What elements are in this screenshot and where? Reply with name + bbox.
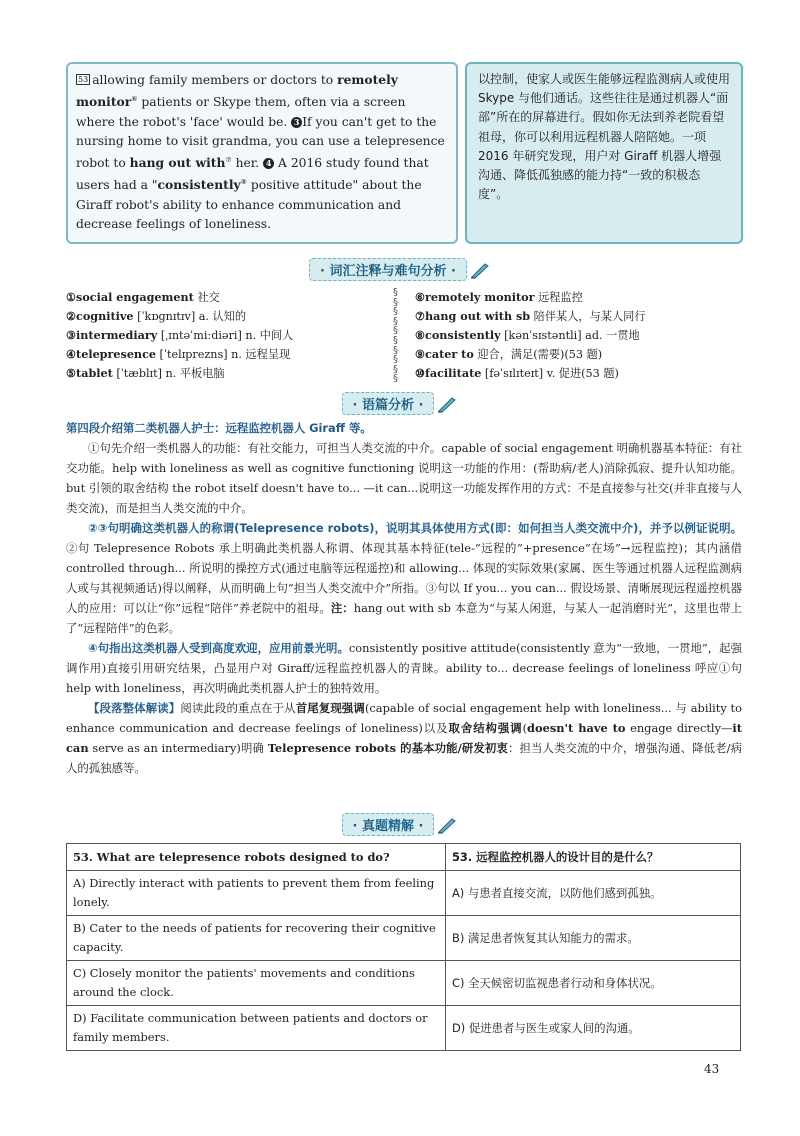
vocab-def: 陪伴某人，与某人同行 [530, 310, 646, 323]
vocab-item [66, 307, 386, 326]
table-row [67, 1006, 741, 1051]
analysis-text: hang out with sb 本意为“与某人闲逛，与某人一起消磨时光”，这里也带上了“远程陪伴”的色彩。 [66, 601, 742, 635]
analysis-highlight: ②③句明确这类机器人的称谓(Telepresence robots)，说明其具体使用方式(即：如何担当人类交流中介)，并予以例证说明。 [88, 521, 742, 535]
vocab-item [415, 364, 741, 383]
passage-sentence: positive attitude" about the Giraff robot's ability to enhance communication and decrease feelings of loneliness. [76, 178, 422, 231]
vocab-term: ②cognitive [66, 309, 134, 323]
emphasis: 取舍结构强调 [448, 721, 523, 735]
analysis-highlight: 【段落整体解读】 [88, 701, 181, 715]
option-zh: A) 与患者直接交流，以防他们感到孤独。 [446, 871, 741, 916]
analysis-text: (capable of social engagement help with loneliness... 与 ability to enhance communication and decrease feelings of loneliness)以及 [66, 701, 742, 735]
section-title: · 真题精解 · [342, 813, 435, 836]
question-table [66, 843, 741, 1051]
vocab-term: ⑨cater to [415, 347, 474, 361]
vocab-def: [kənˈsɪstəntli] ad. 一贯地 [500, 329, 640, 342]
vocab-term: ⑤tablet [66, 366, 113, 380]
vocab-def: [ˈkɒɡnɪtɪv] a. 认知的 [133, 310, 247, 323]
option-zh: C) 全天候密切监视患者行动和身体状况。 [446, 961, 741, 1006]
passage-sentence: A 2016 study found that users had a " [76, 156, 429, 193]
footnote-mark: ⑦ [225, 155, 232, 164]
option-en: D) Facilitate communication between patients and doctors or family members. [67, 1006, 446, 1051]
translation-text: 以控制，使家人或医生能够远程监测病人或使用 Skype 与他们通话。这些往往是通过机器人“面部”所在的屏幕进行。假如你无法到养老院看望祖母，你可以利用远程机器人陪陪她。一项 2016 年研究发现，用户对 Giraff 机器人增强沟通、降低孤独感的能力持“一致的积极态度”。 [478, 72, 731, 202]
vocab-item [415, 345, 741, 364]
analysis-paragraph [66, 638, 742, 698]
exam-section-header [0, 813, 800, 836]
analysis-paragraph [66, 518, 742, 638]
table-row [67, 916, 741, 961]
question-stem-zh: 53. 远程监控机器人的设计目的是什么？ [446, 844, 741, 871]
vocab-def: 迎合，满足(需要)(53 题) [473, 348, 603, 361]
section-title: · 词汇注释与难句分析 · [309, 258, 467, 281]
vocab-term: ③intermediary [66, 328, 158, 342]
analysis-text: ( [522, 721, 528, 735]
question-stem-en: 53. What are telepresence robots designed to do? [67, 844, 446, 871]
analysis-heading: 第四段介绍第二类机器人护士：远程监控机器人 Giraff 等。 [66, 421, 372, 435]
analysis-highlight: ④句指出这类机器人受到高度欢迎，应用前景光明。 [88, 641, 349, 655]
passage-sentence: her. [231, 156, 260, 170]
vocab-section-header [0, 258, 800, 281]
pen-icon [436, 395, 458, 413]
vocab-list-right [415, 288, 741, 383]
passage-sentence: If you can't get to the nursing home to visit grandma, you can use a telepresence robot to [76, 114, 445, 170]
vocab-item [66, 345, 386, 364]
option-en: C) Closely monitor the patients' movements and conditions around the clock. [67, 961, 446, 1006]
option-en: B) Cater to the needs of patients for recovering their cognitive capacity. [67, 916, 446, 961]
analysis-paragraph [66, 698, 742, 778]
analysis-text: consistently positive attitude(consistently 意为“一致地，一贯地”，起强调作用)直接引用研究结果，凸显用户对 Giraff/远程监控机器人的青睐。ability to... decrease feelings of loneliness 呼应①句 help with loneliness，再次明确此类机器人护士的独特效用。 [66, 641, 742, 695]
vocab-term: ④telepresence [66, 347, 156, 361]
vocab-def: [ˈtelɪprezns] n. 远程呈现 [156, 348, 291, 361]
keyword: consistently [157, 177, 241, 193]
note-label: 注： [330, 601, 354, 615]
emphasis: it can [66, 721, 742, 755]
vocab-item [66, 364, 386, 383]
keyword: hang out with [129, 155, 226, 170]
analysis-text: serve as an intermediary)明确 [88, 741, 268, 755]
emphasis: doesn't have to [527, 721, 626, 735]
vocab-def: [ˈtæblɪt] n. 平板电脑 [112, 367, 225, 380]
table-row [67, 871, 741, 916]
analysis-section-header [0, 392, 800, 415]
pen-icon [436, 816, 458, 834]
vocab-term: ⑥remotely monitor [415, 290, 535, 304]
passage-sentence: allowing family members or doctors to [92, 73, 338, 87]
vocab-item [415, 307, 741, 326]
footnote-mark: ⑥ [131, 95, 138, 104]
analysis-paragraph: ①句先介绍一类机器人的功能：有社交能力，可担当人类交流的中介。capable of social engagement 明确机器基本特征：有社交功能。help with loneliness as well as cognitive functioning 说明这一功能的作用：(帮助病/老人)消除孤寂、提升认知功能。but 引领的取舍结构 the robot itself doesn't have to... —it can...说明这一功能发挥作用的方式：不是直接参与社交(并非直接与人类交流)，而是担当人类交流的中介。 [66, 441, 742, 515]
vocab-item [415, 326, 741, 345]
sentence-number-badge: 3 [291, 117, 302, 128]
vocab-def: 远程监控 [534, 291, 583, 304]
paragraph-number-box: 53 [78, 75, 89, 84]
option-en: A) Directly interact with patients to prevent them from feeling lonely. [67, 871, 446, 916]
table-row [67, 844, 741, 871]
vocab-term: ①social engagement [66, 290, 194, 304]
section-title: · 语篇分析 · [342, 392, 435, 415]
table-row [67, 961, 741, 1006]
emphasis: 首尾复现强调 [295, 701, 365, 715]
vocab-def: [fəˈsɪlɪteɪt] v. 促进(53 题) [481, 367, 619, 380]
option-zh: D) 促进患者与医生或家人间的沟通。 [446, 1006, 741, 1051]
vocab-def: [ˌɪntəˈmiːdiəri] n. 中间人 [157, 329, 294, 342]
analysis-body [66, 418, 742, 778]
vocab-list-left [66, 288, 386, 383]
vocab-def: 社交 [193, 291, 220, 304]
vocab-item [415, 288, 741, 307]
vocab-item [66, 326, 386, 345]
vocab-term: ⑩facilitate [415, 366, 482, 380]
analysis-text: 阅读此段的重点在于从 [180, 701, 296, 715]
pen-icon [469, 261, 491, 279]
analysis-text: ：担当人类交流的中介，增强沟通、降低老/病人的孤独感等。 [66, 741, 742, 775]
passage-text [76, 70, 446, 234]
footnote-mark: ⑧ [240, 178, 247, 187]
analysis-text: ②句 Telepresence Robots 承上明确此类机器人称谓、体现其基本特征(tele-“远程的”+presence“在场”→远程监控)；其内涵借 controlled through... 所说明的操控方式(通过电脑等远程遥控)和 allowing... 体现的实际效果(家属、医生等通过机器人远程监测病人或与其视频通话)得以阐释，从而明确上句“担当人类交流中介”所指。③句以 If you... you can... 假设场景、清晰展现远程遥控机器人的应用：可以让“你”远程“陪伴”养老院中的祖母。 [66, 541, 742, 615]
vocab-term: ⑦hang out with sb [415, 309, 531, 323]
vocab-term: ⑧consistently [415, 328, 501, 342]
divider-squiggle: § § § § § § § § § § [393, 287, 398, 385]
passage-sentence: patients or Skype them, often via a screen where the robot's 'face' would be. [76, 95, 406, 129]
vocab-item [66, 288, 386, 307]
page-number: 43 [704, 1062, 720, 1076]
emphasis: Telepresence robots 的基本功能/研发初衷 [267, 741, 508, 755]
analysis-text: engage directly— [625, 721, 733, 735]
sentence-number-badge: 4 [263, 158, 274, 169]
option-zh: B) 满足患者恢复其认知能力的需求。 [446, 916, 741, 961]
keyword: remotely monitor [76, 72, 398, 110]
